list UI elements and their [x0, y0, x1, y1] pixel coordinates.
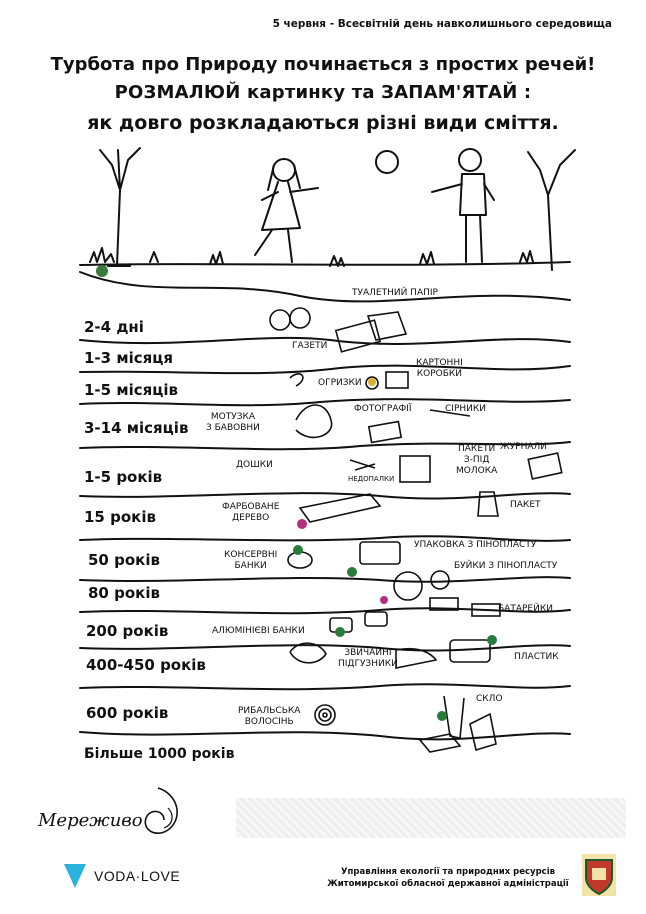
layer-1 [80, 272, 570, 301]
item-label: ДОШКИ [236, 460, 273, 470]
item-label-multiline: ЗВИЧАЙНІ ПІДГУЗНИКИ [338, 648, 398, 669]
layer-8 [80, 577, 570, 582]
period-label: 200 років [86, 622, 169, 640]
item-label-multiline: КАРТОННІ КОРОБКИ [416, 358, 463, 379]
item-label: ГАЗЕТИ [292, 341, 328, 351]
item-label: СІРНИКИ [445, 404, 486, 414]
item-label: ОГРИЗКИ [318, 378, 362, 388]
layer-12 [80, 732, 570, 739]
period-label: 1-3 місяця [84, 349, 173, 367]
item-label: ТУАЛЕТНИЙ ПАПІР [352, 288, 438, 298]
voda-love-icon [62, 862, 88, 890]
ground-line [80, 262, 570, 265]
item-label: НЕДОПАЛКИ [348, 475, 395, 483]
department-name: Управління екології та природних ресурсів Житомирської обласної державної адміністрації [327, 867, 569, 889]
page-title-line1: Турбота про Природу починається з простих речей! [50, 54, 596, 75]
period-label: 50 років [88, 551, 160, 569]
item-label: ФОТОГРАФІЇ [354, 404, 412, 414]
coat-of-arms-drawing [582, 854, 616, 896]
period-label: 400-450 років [86, 656, 206, 674]
item-label: БУЙКИ З ПІНОПЛАСТУ [454, 561, 558, 571]
voda-love-icon-drawing [62, 862, 88, 890]
ball [376, 151, 398, 173]
signature-logo-text: Мереживо [38, 810, 143, 831]
page-title-line2: РОЗМАЛЮЙ картинку та ЗАПАМ'ЯТАЙ : [114, 82, 532, 103]
item-label-multiline: РИБАЛЬСЬКА ВОЛОСІНЬ [238, 706, 301, 727]
page-title-line3: як довго розкладаються різні види сміття. [87, 112, 559, 134]
period-label: 2-4 дні [84, 318, 144, 336]
layer-9 [80, 608, 570, 613]
item-label: АЛЮМІНІЄВІ БАНКИ [212, 626, 305, 636]
voda-love-logo-text: VODA·LOVE [94, 868, 181, 884]
item-label: СКЛО [476, 694, 503, 704]
period-label: 1-5 місяців [84, 381, 178, 399]
period-label: 80 років [88, 584, 160, 602]
item-label: УПАКОВКА З ПІНОПЛАСТУ [414, 540, 537, 550]
item-label: ПЛАСТИК [514, 652, 559, 662]
right-tree [528, 150, 575, 270]
date-note: 5 червня - Всесвітній день навколишнього середовища [272, 18, 612, 30]
item-label: ЖУРНАЛИ [500, 442, 548, 452]
layer-10 [80, 645, 570, 650]
item-label-multiline: ФАРБОВАНЕ ДЕРЕВО [222, 502, 280, 523]
layer-4 [80, 399, 570, 405]
item-label: ПАКЕТ [510, 500, 541, 510]
period-label: 15 років [84, 508, 156, 526]
item-label-multiline: МОТУЗКА З БАВОВНИ [206, 412, 260, 433]
coat-of-arms-icon [582, 854, 616, 896]
redacted-area [236, 798, 626, 838]
layer-11 [80, 684, 570, 689]
girl-figure [255, 159, 318, 262]
boy-figure [432, 149, 494, 262]
layer-6 [80, 493, 570, 498]
item-label-multiline: ПАКЕТИ З-ПІД МОЛОКА [456, 444, 498, 476]
period-label: Більше 1000 років [84, 746, 235, 762]
left-tree [100, 148, 140, 266]
period-label: 1-5 років [84, 468, 163, 486]
period-label: 3-14 місяців [84, 419, 189, 437]
item-label-multiline: КОНСЕРВНІ БАНКИ [224, 550, 278, 571]
period-label: 600 років [86, 704, 169, 722]
item-label: БАТАРЕЙКИ [498, 604, 553, 614]
signature-logo [30, 780, 210, 840]
